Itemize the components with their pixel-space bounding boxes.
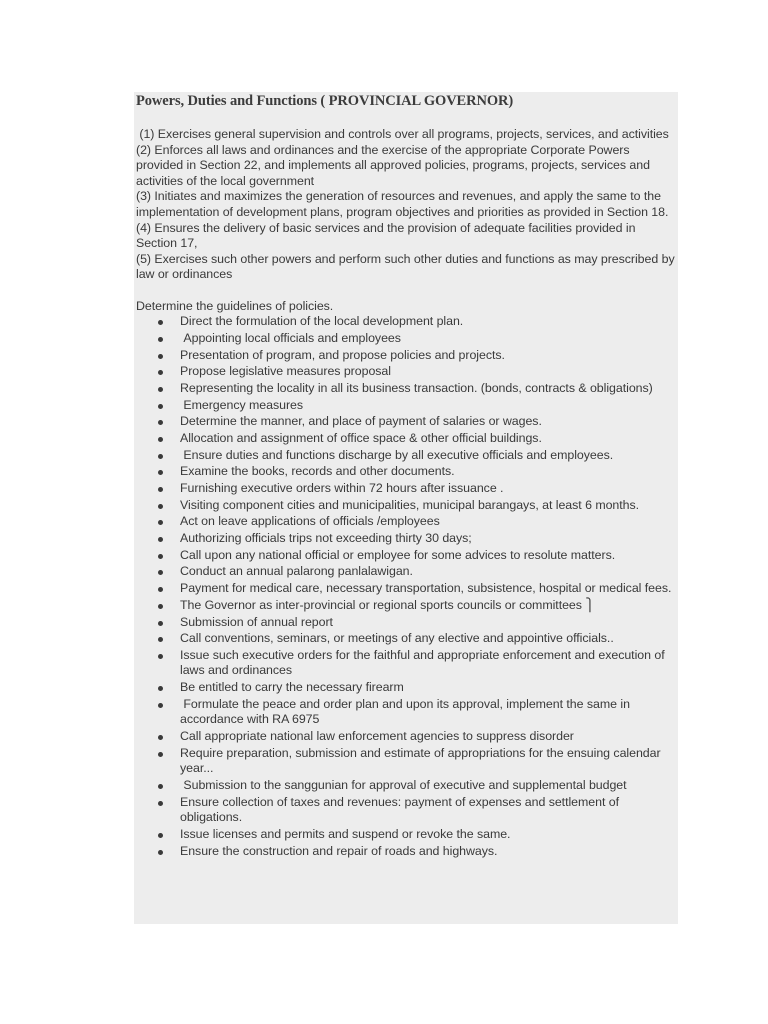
list-item-text: Examine the books, records and other documents.: [180, 464, 455, 479]
list-item-text: Visiting component cities and municipalities, municipal barangays, at least 6 months.: [180, 497, 640, 512]
bullet-icon: [158, 487, 163, 492]
list-item: [136, 448, 678, 464]
list-item-text: Call appropriate national law enforcement agencies to suppress disorder: [180, 729, 574, 744]
list-item: [136, 598, 678, 614]
bullet-icon: [158, 801, 163, 806]
numbered-item-1: (1) Exercises general supervision and controls over all programs, projects, services, and activities: [136, 127, 669, 141]
list-item-text: Ensure duties and functions discharge by all executive officials and employees.: [180, 447, 614, 462]
document-title: Powers, Duties and Functions ( PROVINCIAL GOVERNOR): [136, 93, 514, 109]
list-item: [136, 498, 678, 514]
bullet-icon: [158, 587, 163, 592]
bullet-icon: [158, 654, 163, 659]
list-item: [136, 481, 678, 497]
list-item: [136, 844, 678, 860]
bullet-icon: [158, 833, 163, 838]
list-item: [136, 531, 678, 547]
bullet-icon: [158, 420, 163, 425]
list-item-text: Be entitled to carry the necessary firearm: [180, 680, 404, 695]
list-item-text: Emergency measures: [180, 397, 304, 412]
list-item: [136, 746, 678, 777]
list-item-text: The Governor as inter-provincial or regional sports councils or committees ⎫: [180, 597, 595, 612]
list-item: [136, 364, 678, 380]
list-item: [136, 381, 678, 397]
bullet-icon: [158, 520, 163, 525]
bullet-icon: [158, 554, 163, 559]
bullet-icon: [158, 752, 163, 757]
list-item: [136, 631, 678, 647]
list-item-text: Submission to the sanggunian for approval of executive and supplemental budget: [180, 778, 627, 793]
list-item: [136, 548, 678, 564]
list-item: [136, 314, 678, 330]
bullet-icon: [158, 784, 163, 789]
list-item-text: Allocation and assignment of office space & other official buildings.: [180, 430, 542, 445]
list-item: [136, 680, 678, 696]
list-item-text: Determine the manner, and place of payment of salaries or wages.: [180, 414, 542, 429]
list-item: [136, 648, 678, 679]
list-item-text: Require preparation, submission and estimate of appropriations for the ensuing calendar year...: [180, 745, 661, 776]
list-item-text: Ensure collection of taxes and revenues: payment of expenses and settlement of obligations.: [180, 794, 619, 825]
list-item: [136, 564, 678, 580]
list-item: [136, 431, 678, 447]
bullet-icon: [158, 370, 163, 375]
bullet-icon: [158, 850, 163, 855]
list-item-text: Representing the locality in all its business transaction. (bonds, contracts & obligations): [180, 380, 653, 395]
bullet-icon: [158, 637, 163, 642]
list-item: [136, 615, 678, 631]
list-item-text: Direct the formulation of the local development plan.: [180, 314, 464, 329]
bullet-icon: [158, 404, 163, 409]
list-item-text: Issue licenses and permits and suspend or revoke the same.: [180, 827, 511, 842]
list-item: [136, 581, 678, 597]
bullet-icon: [158, 570, 163, 575]
document-body: [136, 127, 678, 860]
bullet-icon: [158, 735, 163, 740]
bullet-icon: [158, 387, 163, 392]
list-item-text: Ensure the construction and repair of roads and highways.: [180, 843, 498, 858]
bullet-icon: [158, 604, 163, 609]
list-item: [136, 514, 678, 530]
numbered-item-2: (2) Enforces all laws and ordinances and the exercise of the appropriate Corporate Powers provided in Section 22, and implements all approved policies, programs, projects, services and activities of the local government: [136, 142, 650, 188]
list-item-text: Furnishing executive orders within 72 hours after issuance .: [180, 481, 504, 495]
list-item: [136, 778, 678, 794]
bullet-icon: [158, 437, 163, 442]
list-item-text: Call conventions, seminars, or meetings of any elective and appointive officials..: [180, 631, 614, 646]
list-item-text: Appointing local officials and employees: [180, 330, 401, 345]
bullet-icon: [158, 686, 163, 691]
bullet-icon: [158, 470, 163, 475]
bullet-icon: [158, 703, 163, 708]
list-item-text: Issue such executive orders for the faithful and appropriate enforcement and execution of laws and ordinances: [180, 647, 665, 678]
bullet-icon: [158, 337, 163, 342]
list-item: [136, 331, 678, 347]
guidelines-list: [136, 314, 678, 859]
list-item-text: Authorizing officials trips not exceeding thirty 30 days;: [180, 531, 472, 546]
bullet-icon: [158, 621, 163, 626]
bullet-icon: [158, 354, 163, 359]
list-item: [136, 729, 678, 745]
bullet-icon: [158, 537, 163, 542]
numbered-item-5: (5) Exercises such other powers and perform such other duties and functions as may prescribed by law or ordinances: [136, 251, 675, 282]
paragraph-gap: [136, 283, 678, 299]
list-item-text: Submission of annual report: [180, 614, 333, 629]
bullet-icon: [158, 454, 163, 459]
list-item: [136, 697, 678, 728]
list-item: [136, 414, 678, 430]
list-item-text: Presentation of program, and propose policies and projects.: [180, 347, 505, 362]
list-item: [136, 464, 678, 480]
list-item-text: Conduct an annual palarong panlalawigan.: [180, 564, 413, 579]
numbered-item-3: (3) Initiates and maximizes the generation of resources and revenues, and apply the same to the implementation of development plans, program objectives and priorities as provided in Section 18.: [136, 189, 669, 219]
document-page: [134, 92, 678, 924]
numbered-item-4: (4) Ensures the delivery of basic services and the provision of adequate facilities provided in Section 17,: [136, 220, 636, 251]
list-item-text: Payment for medical care, necessary transportation, subsistence, hospital or medical fees.: [180, 581, 672, 596]
list-item-text: Formulate the peace and order plan and upon its approval, implement the same in accordance with RA 6975: [180, 696, 630, 727]
list-item-text: Propose legislative measures proposal: [180, 364, 391, 379]
list-item-text: Call upon any national official or employee for some advices to resolute matters.: [180, 547, 616, 562]
list-item: [136, 398, 678, 414]
list-item: [136, 827, 678, 843]
list-item-text: Act on leave applications of officials /employees: [180, 514, 440, 529]
list-item: [136, 795, 678, 826]
bullet-icon: [158, 504, 163, 509]
bullet-icon: [158, 320, 163, 325]
guidelines-heading: Determine the guidelines of policies.: [136, 298, 334, 313]
list-item: [136, 348, 678, 364]
